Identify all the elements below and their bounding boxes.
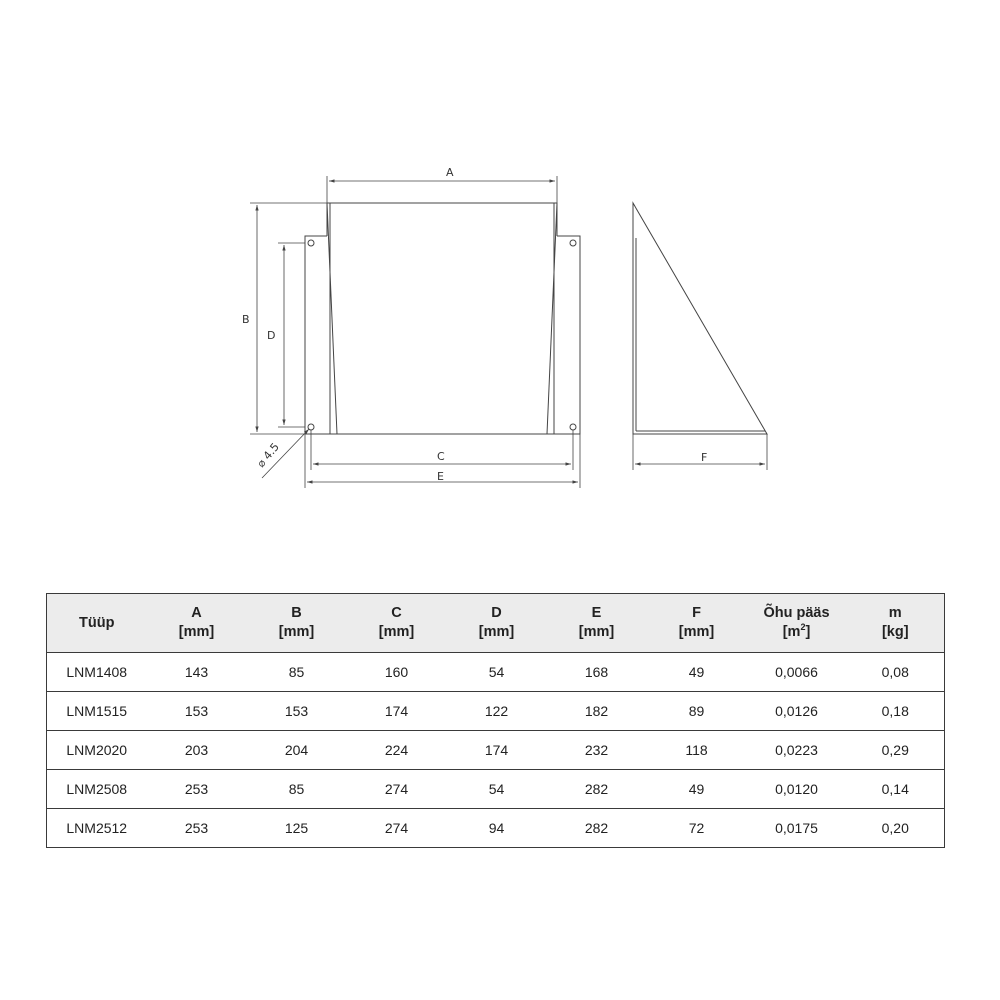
hole-top-right	[570, 240, 576, 246]
cell-mass: 0,29	[847, 731, 945, 770]
label-f: F	[701, 451, 708, 464]
cell-air: 0,0066	[747, 653, 847, 692]
cell-air: 0,0120	[747, 770, 847, 809]
hood-left-side	[327, 203, 337, 434]
label-c: C	[437, 450, 445, 463]
header-m: m [kg]	[847, 594, 945, 653]
header-a: A [mm]	[147, 594, 247, 653]
cell-type: LNM2020	[47, 731, 147, 770]
side-outline	[633, 203, 767, 434]
cell-e: 282	[547, 770, 647, 809]
table-row	[47, 809, 945, 848]
cell-e: 168	[547, 653, 647, 692]
cell-b: 85	[247, 770, 347, 809]
left-flange	[305, 236, 337, 434]
cell-type: LNM2508	[47, 770, 147, 809]
table-row	[47, 731, 945, 770]
front-view	[305, 203, 580, 434]
header-d: D [mm]	[447, 594, 547, 653]
cell-air: 0,0126	[747, 692, 847, 731]
side-view	[633, 203, 767, 434]
table-row	[47, 653, 945, 692]
cell-f: 72	[647, 809, 747, 848]
cell-e: 282	[547, 809, 647, 848]
label-d: D	[267, 329, 276, 342]
cell-c: 274	[347, 809, 447, 848]
cell-d: 94	[447, 809, 547, 848]
table-header	[47, 594, 945, 653]
cell-air: 0,0223	[747, 731, 847, 770]
cell-type: LNM1515	[47, 692, 147, 731]
cell-a: 253	[147, 809, 247, 848]
dimension-labels	[242, 166, 707, 483]
cell-e: 232	[547, 731, 647, 770]
cell-c: 174	[347, 692, 447, 731]
cell-mass: 0,18	[847, 692, 945, 731]
label-e: E	[437, 470, 444, 483]
header-f: F [mm]	[647, 594, 747, 653]
cell-mass: 0,20	[847, 809, 945, 848]
hood-right-side	[547, 203, 557, 434]
right-flange	[547, 236, 580, 434]
hole-bottom-right	[570, 424, 576, 430]
cell-f: 89	[647, 692, 747, 731]
hole-diameter-symbol: ⌀	[254, 456, 269, 470]
cell-c: 274	[347, 770, 447, 809]
cell-f: 49	[647, 653, 747, 692]
header-e: E [mm]	[547, 594, 647, 653]
cell-type: LNM1408	[47, 653, 147, 692]
header-b: B [mm]	[247, 594, 347, 653]
cell-air: 0,0175	[747, 809, 847, 848]
cell-e: 182	[547, 692, 647, 731]
cell-d: 174	[447, 731, 547, 770]
cell-b: 204	[247, 731, 347, 770]
cell-b: 125	[247, 809, 347, 848]
cell-f: 118	[647, 731, 747, 770]
cell-c: 224	[347, 731, 447, 770]
table-row	[47, 692, 945, 731]
cell-a: 203	[147, 731, 247, 770]
cell-mass: 0,14	[847, 770, 945, 809]
cell-d: 122	[447, 692, 547, 731]
cell-d: 54	[447, 770, 547, 809]
header-c: C [mm]	[347, 594, 447, 653]
side-dimension	[633, 434, 767, 470]
cell-mass: 0,08	[847, 653, 945, 692]
hole-top-left	[308, 240, 314, 246]
cell-a: 153	[147, 692, 247, 731]
cell-a: 253	[147, 770, 247, 809]
table-body	[47, 653, 945, 848]
cell-c: 160	[347, 653, 447, 692]
spec-table	[46, 593, 945, 848]
header-tuup: Tüüp	[47, 594, 147, 653]
dimension-lines	[250, 176, 580, 488]
cell-b: 85	[247, 653, 347, 692]
hole-diameter-value: 4.5	[260, 440, 282, 463]
cell-d: 54	[447, 653, 547, 692]
cell-f: 49	[647, 770, 747, 809]
label-b: B	[242, 313, 250, 326]
table-row	[47, 770, 945, 809]
label-a: A	[446, 166, 454, 179]
header-ohu-paas: Õhu pääs $[m^2]$	[747, 594, 847, 653]
cell-type: LNM2512	[47, 809, 147, 848]
cell-a: 143	[147, 653, 247, 692]
cell-b: 153	[247, 692, 347, 731]
hood-outline	[327, 203, 557, 236]
